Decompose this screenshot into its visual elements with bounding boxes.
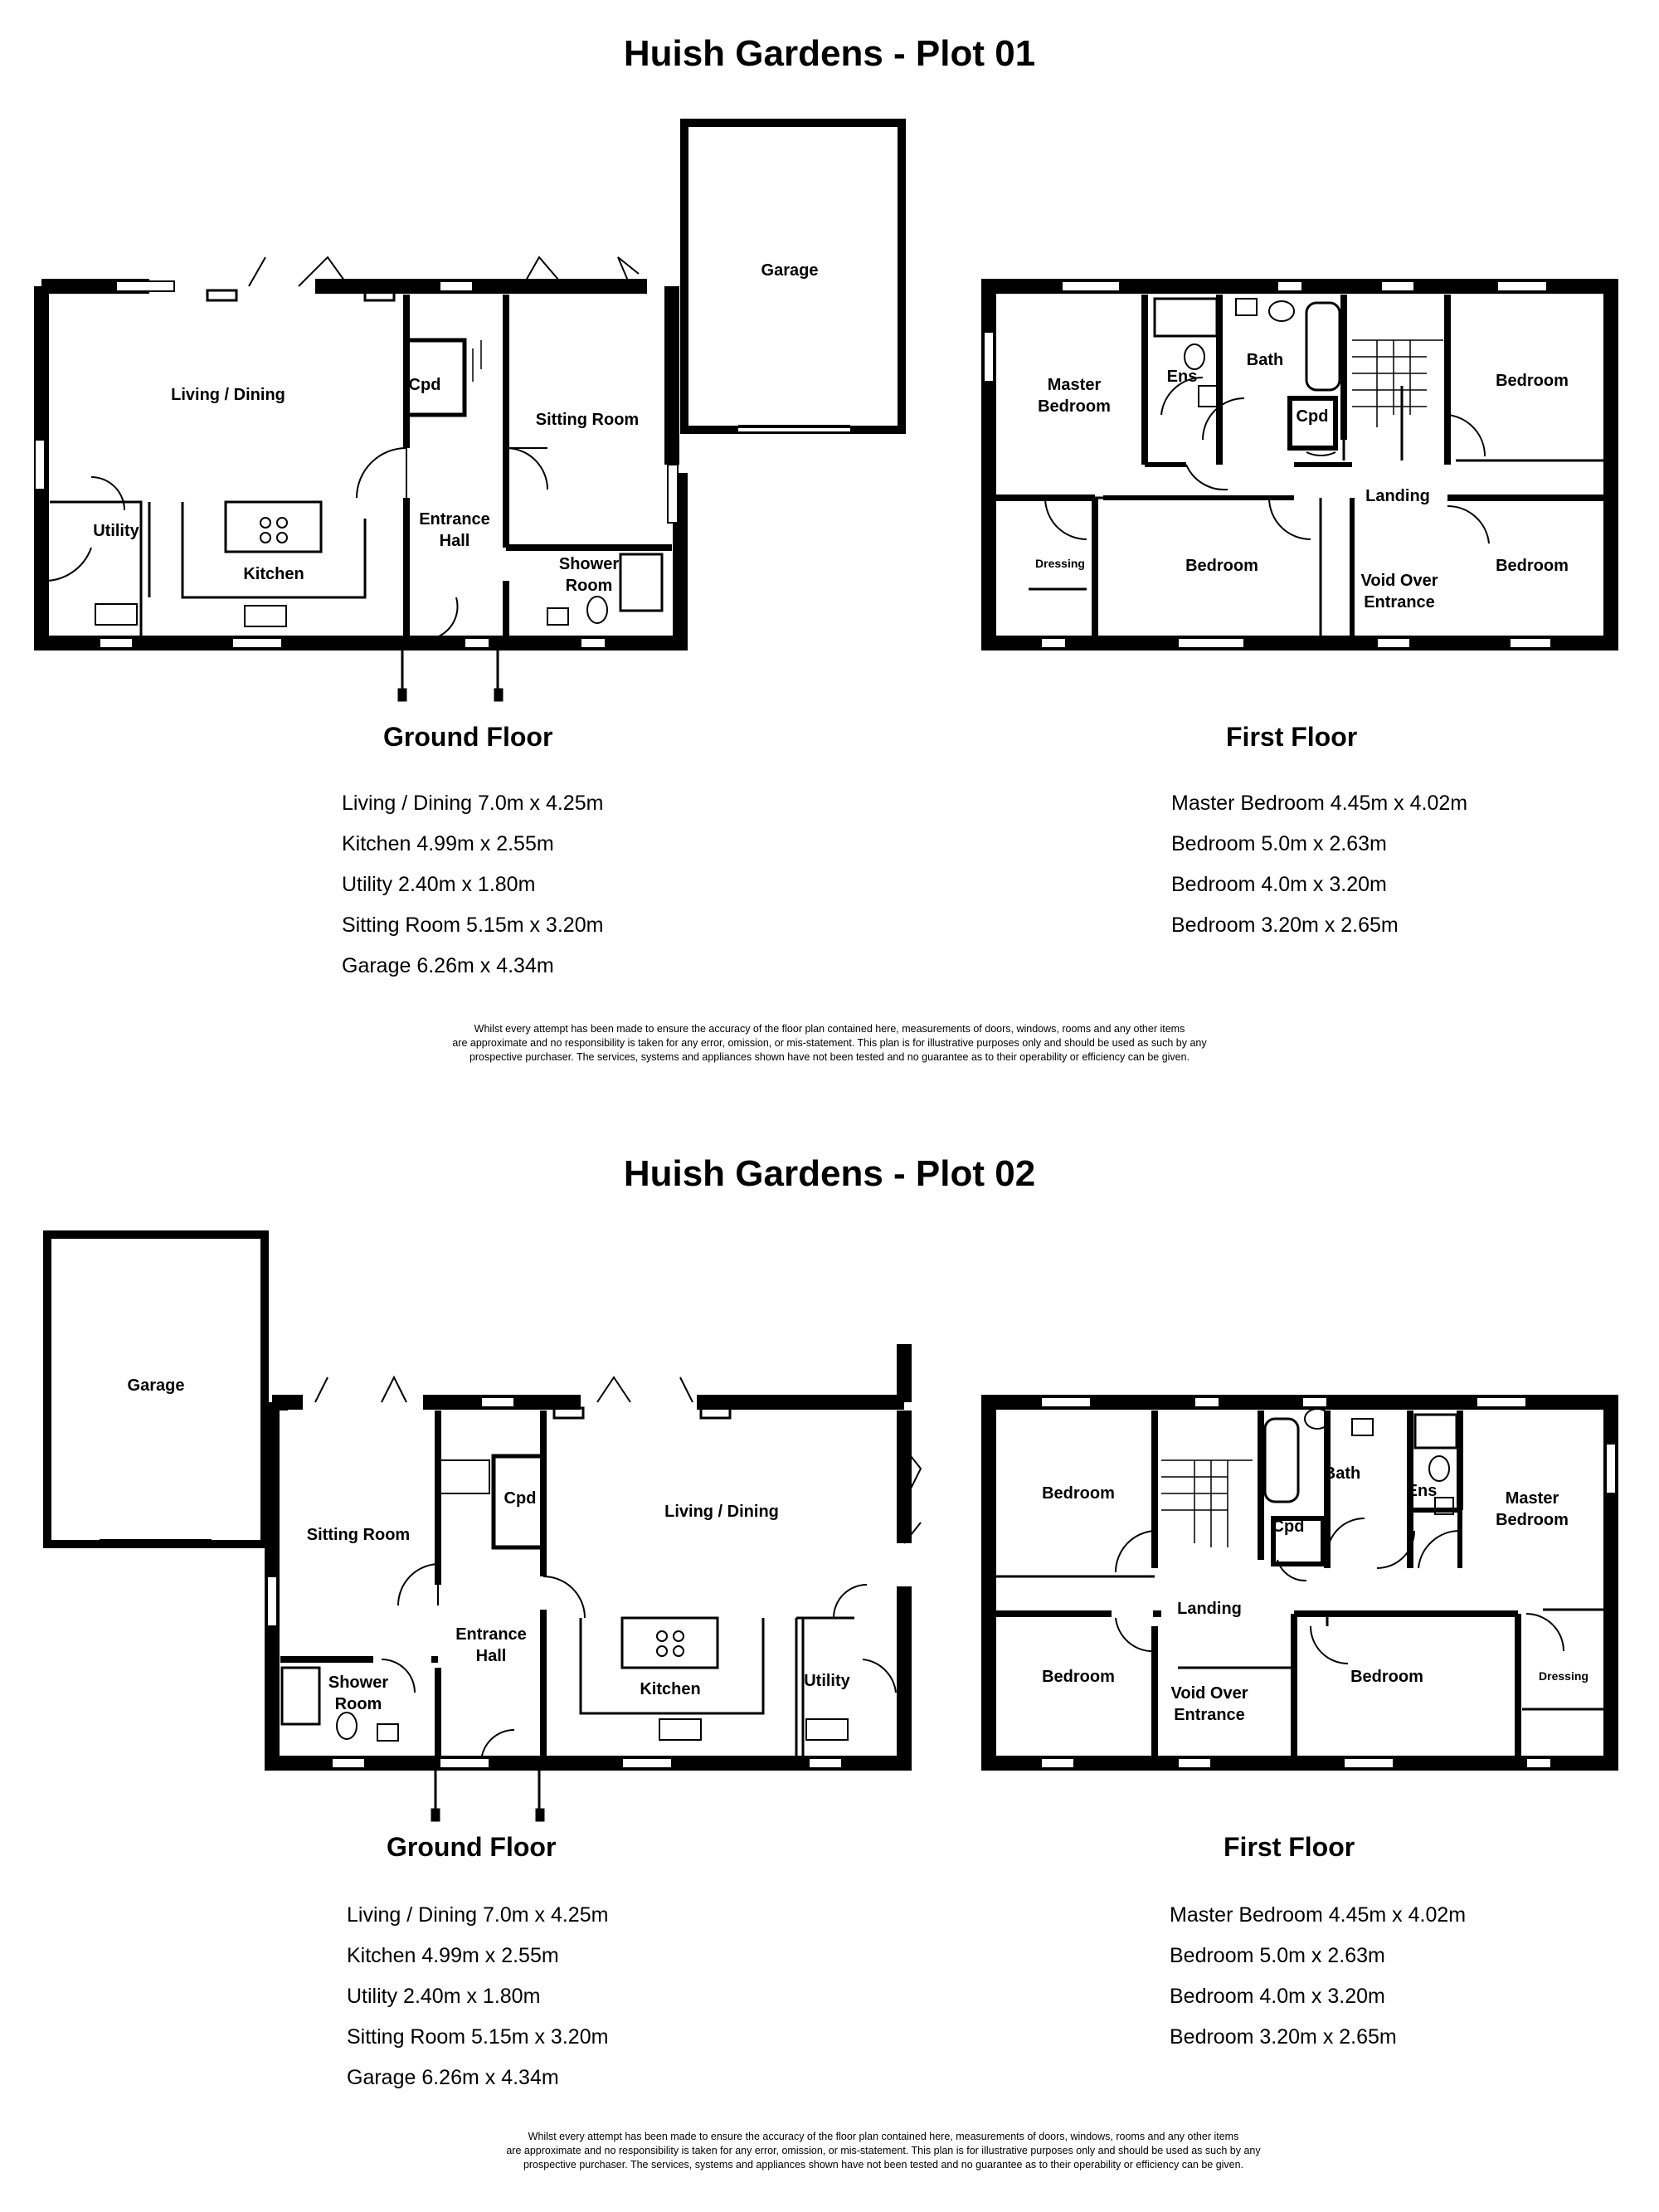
dimension-line: Sitting Room 5.15m x 3.20m bbox=[342, 914, 604, 937]
window bbox=[1041, 1758, 1074, 1768]
door-swing bbox=[1447, 506, 1489, 543]
plot-02-ground-dimensions bbox=[347, 1895, 608, 2098]
basin bbox=[1352, 1419, 1373, 1435]
plot-02-first-floor-heading: First Floor bbox=[1224, 1832, 1355, 1862]
plot-01-first-floor-plan bbox=[984, 281, 1611, 648]
wall bbox=[440, 1460, 489, 1493]
kitchen-island bbox=[622, 1618, 718, 1668]
door-swing bbox=[1203, 398, 1244, 440]
door-swing bbox=[91, 477, 124, 510]
door-swing bbox=[1306, 452, 1335, 456]
dimension-line: Garage 6.26m x 4.34m bbox=[342, 954, 554, 977]
room-label: Kitchen bbox=[640, 1680, 701, 1698]
room-label: Bedroom bbox=[1350, 1668, 1423, 1686]
basin bbox=[377, 1724, 398, 1741]
toilet bbox=[1429, 1456, 1449, 1481]
window bbox=[809, 1758, 842, 1768]
dimension-line: Bedroom 3.20m x 2.65m bbox=[1170, 2025, 1397, 2049]
window bbox=[267, 1576, 277, 1626]
door-swing bbox=[543, 1576, 585, 1618]
door-swing bbox=[1327, 1518, 1365, 1560]
plot-01-title: Huish Gardens - Plot 01 bbox=[623, 33, 1036, 74]
wall bbox=[995, 1411, 1518, 1763]
door-swing bbox=[1186, 465, 1228, 490]
basin bbox=[1199, 386, 1217, 407]
entrance-step bbox=[435, 1763, 539, 1817]
room-label: Ens bbox=[1406, 1482, 1438, 1500]
dimension-line: Utility 2.40m x 1.80m bbox=[342, 873, 536, 896]
dimension-line: Bedroom 4.0m x 3.20m bbox=[1171, 873, 1387, 896]
room-label: Bath bbox=[1246, 351, 1284, 369]
room-label: Room bbox=[565, 577, 613, 595]
plot-02-first-floor-plan bbox=[989, 1397, 1616, 1768]
room-label: Bedroom bbox=[1496, 1511, 1569, 1529]
window bbox=[332, 1758, 365, 1768]
room-label: Utility bbox=[93, 522, 139, 540]
sink bbox=[659, 1719, 701, 1740]
window bbox=[481, 1397, 514, 1407]
room-label: Garage bbox=[127, 1376, 185, 1395]
door-swing bbox=[431, 597, 458, 639]
room-label: Bedroom bbox=[1496, 372, 1569, 390]
room-label: Dressing bbox=[1035, 557, 1085, 570]
room-label: Cpd bbox=[1296, 407, 1329, 426]
room-label: Shower bbox=[328, 1674, 389, 1692]
sink bbox=[806, 1719, 848, 1740]
room-label: Living / Dining bbox=[171, 386, 285, 404]
sink bbox=[95, 604, 137, 625]
room-label: Void Over bbox=[1360, 572, 1438, 590]
plot-02-title: Huish Gardens - Plot 02 bbox=[623, 1153, 1036, 1194]
room-label: Bedroom bbox=[1496, 557, 1569, 575]
window bbox=[465, 638, 489, 648]
window bbox=[1178, 1758, 1211, 1768]
basin bbox=[547, 608, 568, 625]
window bbox=[1041, 638, 1066, 648]
disclaimer-line: are approximate and no responsibility is taken for any error, omission, or mis-statement. This plan is for illustrative purposes only and should be used as such by any bbox=[452, 1037, 1207, 1049]
window bbox=[984, 332, 994, 382]
window bbox=[1377, 638, 1410, 648]
room-label: Living / Dining bbox=[664, 1503, 779, 1521]
disclaimer-line: prospective purchaser. The services, systems and appliances shown have not been tested and no guarantee as to their operability or efficiency can be given. bbox=[469, 1051, 1190, 1063]
door-swing bbox=[398, 1564, 438, 1605]
bifold-door bbox=[315, 1377, 406, 1402]
window bbox=[100, 638, 133, 648]
dimension-line: Bedroom 4.0m x 3.20m bbox=[1170, 1985, 1385, 2008]
bath-tub bbox=[1306, 303, 1340, 390]
room-label: Kitchen bbox=[243, 565, 304, 583]
bath-tub bbox=[1265, 1419, 1298, 1502]
dimension-line: Master Bedroom 4.45m x 4.02m bbox=[1171, 792, 1468, 815]
dimension-line: Living / Dining 7.0m x 4.25m bbox=[342, 792, 604, 815]
window bbox=[116, 281, 174, 291]
room-label: Dressing bbox=[1539, 1669, 1588, 1683]
door-swing bbox=[1526, 1614, 1564, 1651]
shower-tray bbox=[620, 554, 662, 611]
room-label: Cpd bbox=[504, 1489, 537, 1508]
plot-01-first-dimensions bbox=[1171, 783, 1467, 946]
door-swing bbox=[1418, 1531, 1460, 1568]
bifold-door bbox=[597, 1377, 693, 1402]
plot-02-ground-floor-heading: Ground Floor bbox=[387, 1832, 557, 1862]
plot-02-ground-floor-plan bbox=[47, 1235, 921, 1821]
basin bbox=[1236, 299, 1257, 315]
window bbox=[1178, 638, 1244, 648]
radiator bbox=[207, 290, 236, 300]
door-swing bbox=[1045, 498, 1087, 539]
dimension-line: Utility 2.40m x 1.80m bbox=[347, 1985, 541, 2008]
window bbox=[1497, 281, 1547, 291]
plot-01-ground-floor-plan bbox=[35, 123, 902, 701]
toilet bbox=[1185, 344, 1204, 369]
kitchen-island bbox=[226, 502, 321, 552]
toilet bbox=[337, 1713, 357, 1739]
room-label: Utility bbox=[804, 1672, 850, 1690]
disclaimer-line: Whilst every attempt has been made to ensure the accuracy of the floor plan contained here, measurements of doors, windows, rooms and any other items bbox=[474, 1023, 1185, 1035]
window bbox=[35, 440, 45, 490]
dimension-line: Bedroom 5.0m x 2.63m bbox=[1171, 832, 1387, 855]
toilet bbox=[1269, 301, 1294, 321]
window bbox=[1277, 281, 1302, 291]
door-swing bbox=[1116, 1531, 1155, 1572]
room-label: Bath bbox=[1323, 1464, 1361, 1483]
window bbox=[668, 465, 678, 523]
entrance-step bbox=[402, 643, 498, 697]
plot-02-first-dimensions bbox=[1170, 1895, 1466, 2058]
wall bbox=[995, 295, 1605, 643]
door-swing bbox=[834, 1585, 867, 1618]
window bbox=[622, 1758, 672, 1768]
plot-02-disclaimer bbox=[386, 2130, 1381, 2172]
wall bbox=[272, 1402, 904, 1411]
plot-01-ground-floor-heading: Ground Floor bbox=[383, 722, 553, 752]
window bbox=[1344, 1758, 1394, 1768]
room-label: Bedroom bbox=[1042, 1668, 1115, 1686]
dimension-line: Bedroom 5.0m x 2.63m bbox=[1170, 1944, 1385, 1967]
toilet bbox=[587, 597, 607, 623]
stairs bbox=[1352, 340, 1443, 427]
shower-tray bbox=[1155, 299, 1217, 336]
room-label: Entrance bbox=[455, 1625, 527, 1644]
room-label: Entrance bbox=[1174, 1706, 1245, 1724]
plot-01-ground-dimensions bbox=[342, 783, 603, 987]
door-swing bbox=[357, 448, 406, 498]
room-label: Bedroom bbox=[1038, 397, 1111, 416]
room-label: Hall bbox=[439, 532, 470, 550]
door-swing bbox=[506, 448, 547, 490]
window bbox=[1302, 1397, 1327, 1407]
room-label: Master bbox=[1047, 376, 1102, 394]
room-label: Cpd bbox=[408, 376, 441, 394]
door-swing bbox=[1447, 415, 1485, 456]
window bbox=[1194, 1397, 1219, 1407]
dimension-line: Living / Dining 7.0m x 4.25m bbox=[347, 1903, 609, 1927]
room-label: Hall bbox=[475, 1647, 507, 1665]
room-label: Shower bbox=[558, 555, 620, 573]
window bbox=[1477, 1397, 1526, 1407]
wall bbox=[406, 295, 672, 643]
dimension-line: Sitting Room 5.15m x 3.20m bbox=[347, 2025, 609, 2049]
room-label: Landing bbox=[1177, 1600, 1242, 1618]
plot-01-first-floor-heading: First Floor bbox=[1226, 722, 1358, 752]
wall bbox=[995, 1576, 1605, 1709]
dimension-line: Bedroom 3.20m x 2.65m bbox=[1171, 914, 1399, 937]
room-label: Master bbox=[1505, 1489, 1559, 1508]
sink bbox=[245, 606, 286, 626]
room-label: Sitting Room bbox=[535, 411, 640, 429]
door-swing bbox=[863, 1659, 896, 1693]
disclaimer-line: are approximate and no responsibility is taken for any error, omission, or mis-statement. This plan is for illustrative purposes only and should be used as such by any bbox=[506, 2145, 1261, 2156]
shower-tray bbox=[282, 1668, 319, 1724]
window bbox=[1381, 281, 1414, 291]
room-label: Room bbox=[334, 1695, 382, 1713]
room-label: Bedroom bbox=[1185, 557, 1258, 575]
room-label: Bedroom bbox=[1042, 1484, 1115, 1503]
window bbox=[1062, 281, 1120, 291]
room-label: Sitting Room bbox=[306, 1526, 411, 1544]
disclaimer-line: prospective purchaser. The services, systems and appliances shown have not been tested and no guarantee as to their operability or efficiency can be given. bbox=[523, 2159, 1244, 2171]
window bbox=[232, 638, 282, 648]
dimension-line: Master Bedroom 4.45m x 4.02m bbox=[1170, 1903, 1467, 1927]
window bbox=[1606, 1444, 1616, 1493]
window bbox=[1510, 638, 1551, 648]
disclaimer-line: Whilst every attempt has been made to ensure the accuracy of the floor plan contained here, measurements of doors, windows, rooms and any other items bbox=[528, 2131, 1239, 2142]
stairs bbox=[465, 340, 481, 382]
window bbox=[1041, 1397, 1091, 1407]
dimension-line: Garage 6.26m x 4.34m bbox=[347, 2066, 559, 2089]
plot-01-disclaimer bbox=[332, 1022, 1327, 1065]
window bbox=[1526, 1758, 1551, 1768]
room-label: Void Over bbox=[1170, 1684, 1248, 1703]
room-label: Cpd bbox=[1272, 1518, 1305, 1536]
door-swing bbox=[1116, 1618, 1155, 1651]
shower-tray bbox=[1415, 1415, 1457, 1448]
room-label: Entrance bbox=[419, 510, 490, 529]
window bbox=[440, 281, 473, 291]
window bbox=[581, 638, 606, 648]
door-swing bbox=[1269, 498, 1311, 539]
room-label: Garage bbox=[761, 261, 819, 280]
room-label: Landing bbox=[1365, 487, 1430, 505]
door-swing bbox=[1311, 1626, 1348, 1664]
room-label: Entrance bbox=[1364, 593, 1435, 611]
window bbox=[440, 1758, 489, 1768]
dimension-line: Kitchen 4.99m x 2.55m bbox=[347, 1944, 559, 1967]
room-label: Ens bbox=[1166, 368, 1198, 386]
stairs bbox=[1161, 1460, 1253, 1547]
dimension-line: Kitchen 4.99m x 2.55m bbox=[342, 832, 554, 855]
